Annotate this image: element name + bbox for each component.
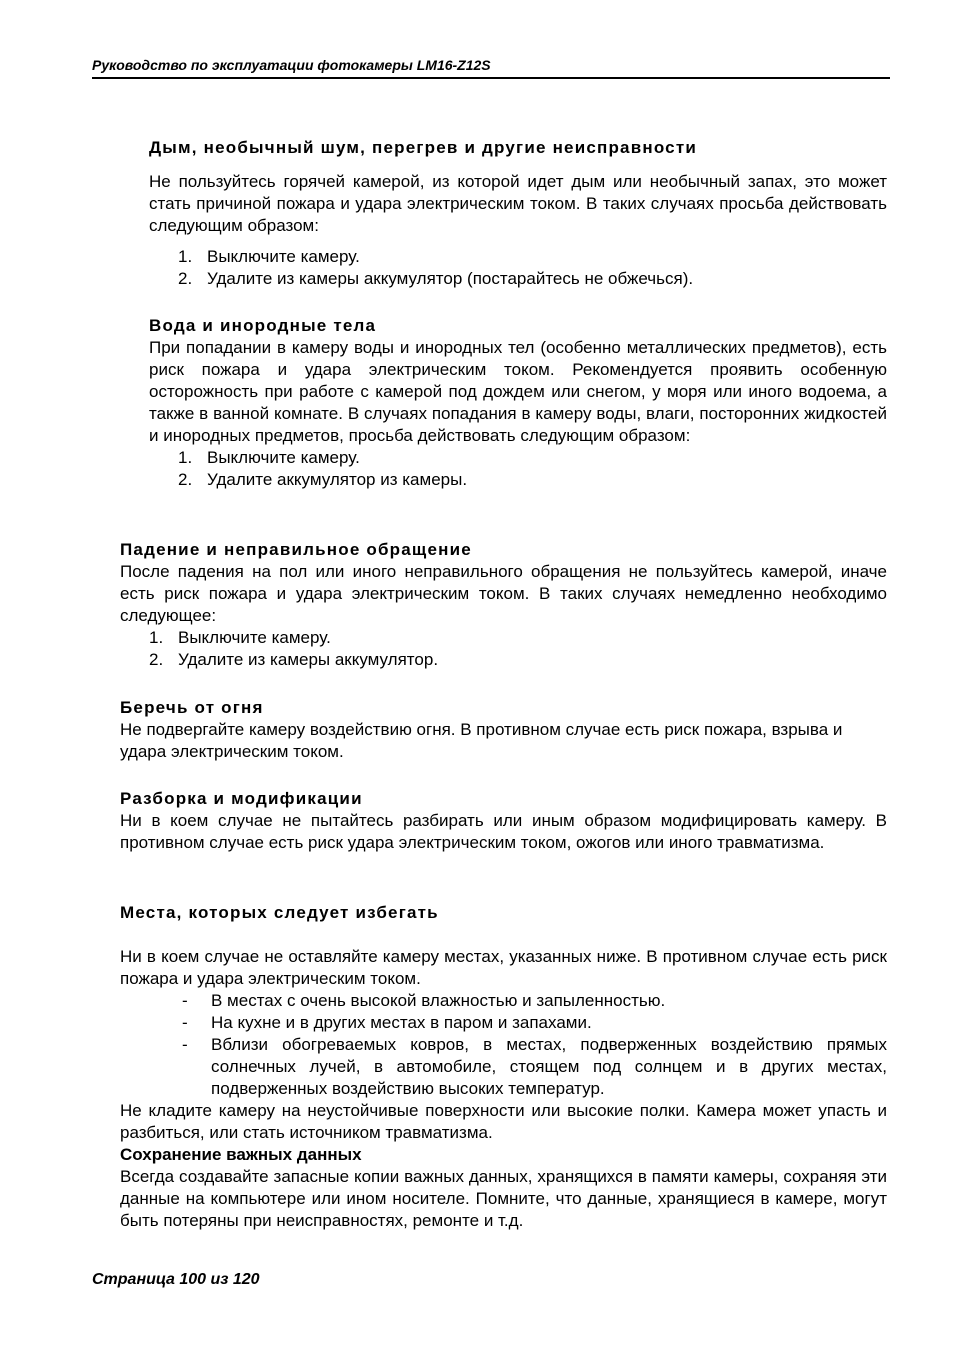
section-places bbox=[120, 902, 887, 1232]
section-title-data: Сохранение важных данных bbox=[120, 1145, 362, 1164]
section-disassembly bbox=[120, 788, 887, 854]
list-item: 2. Удалите аккумулятор из камеры. bbox=[178, 470, 468, 489]
section-text: При попадании в камеру воды и инородных тел (особенно металлических предметов), есть риск пожара и удара электрическим током. Рекомендуется проявить особенную осторожность при работе с камерой под дождем или снегом, у моря или иного водоема, а также в ванной комнате. В случаях попадания в камеру воды, влаги, посторонних жидкостей и инородных предметов, просьба действовать следующим образом: bbox=[149, 338, 887, 445]
section-text: После падения на пол или иного неправильного обращения не пользуйтесь камерой, иначе есть риск пожара и удара электрическим током. В таких случаях немедленно необходимо следующее: bbox=[120, 562, 887, 625]
section-title: Беречь от огня bbox=[120, 698, 264, 717]
section-fire bbox=[120, 697, 887, 763]
page-header bbox=[92, 57, 890, 79]
list-item: - На кухне и в других местах в паром и запахами. bbox=[182, 1013, 592, 1032]
list-item: 1. Выключите камеру. bbox=[178, 448, 360, 467]
list-item: 1. Выключите камеру. bbox=[149, 628, 331, 647]
page-number: Страница 100 из 120 bbox=[92, 1271, 260, 1288]
list-item: - Вблизи обогреваемых ковров, в местах, подверженных воздействию прямых солнечных лучей, в автомобиле, стоящем под солнцем и в других местах, подверженных воздействию высоких температур. bbox=[182, 1035, 887, 1098]
section-fall bbox=[120, 539, 887, 671]
header-title: Руководство по эксплуатации фотокамеры LM16-Z12S bbox=[92, 57, 491, 73]
section-text-data: Всегда создавайте запасные копии важных данных, хранящихся в памяти камеры, сохраняя эти данные на компьютере или ином носителе. Помните, что данные, хранящиеся в камере, могут быть потеряны при неисправностях, ремонте и т.д. bbox=[120, 1167, 887, 1230]
list-item: - В местах с очень высокой влажностью и запыленностью. bbox=[182, 991, 666, 1010]
section-title: Разборка и модификации bbox=[120, 789, 363, 808]
list-item: 2. Удалите из камеры аккумулятор. bbox=[149, 650, 439, 669]
section-title: Вода и инородные тела bbox=[149, 316, 377, 335]
places-list bbox=[120, 990, 887, 1100]
steps-list bbox=[149, 246, 887, 290]
section-text: Не подвергайте камеру воздействию огня. В противном случае есть риск пожара, взрыва и удара электрическим током. bbox=[120, 720, 843, 761]
section-text: Не пользуйтесь горячей камерой, из которой идет дым или необычный запах, это может стать причиной пожара и удара электрическим током. В таких случаях просьба действовать следующим образом: bbox=[149, 172, 887, 235]
section-title: Дым, необычный шум, перегрев и другие неисправности bbox=[149, 138, 698, 157]
section-title: Места, которых следует избегать bbox=[120, 903, 439, 922]
section-after-text: Не кладите камеру на неустойчивые поверхности или высокие полки. Камера может упасть и разбиться, или стать источником травматизма. bbox=[120, 1101, 887, 1142]
section-text: Ни в коем случае не оставляйте камеру местах, указанных ниже. В противном случае есть риск пожара и удара электрическим током. bbox=[120, 947, 887, 988]
list-item: 1. Выключите камеру. bbox=[178, 247, 360, 266]
section-water bbox=[149, 315, 887, 491]
steps-list bbox=[149, 447, 887, 491]
section-text: Ни в коем случае не пытайтесь разбирать или иным образом модифицировать камеру. В противном случае есть риск удара электрическим током, ожогов или иного травматизма. bbox=[120, 811, 887, 852]
section-smoke bbox=[149, 137, 887, 290]
list-item: 2. Удалите из камеры аккумулятор (постарайтесь не обжечься). bbox=[178, 269, 694, 288]
steps-list bbox=[120, 627, 887, 671]
section-title: Падение и неправильное обращение bbox=[120, 540, 472, 559]
